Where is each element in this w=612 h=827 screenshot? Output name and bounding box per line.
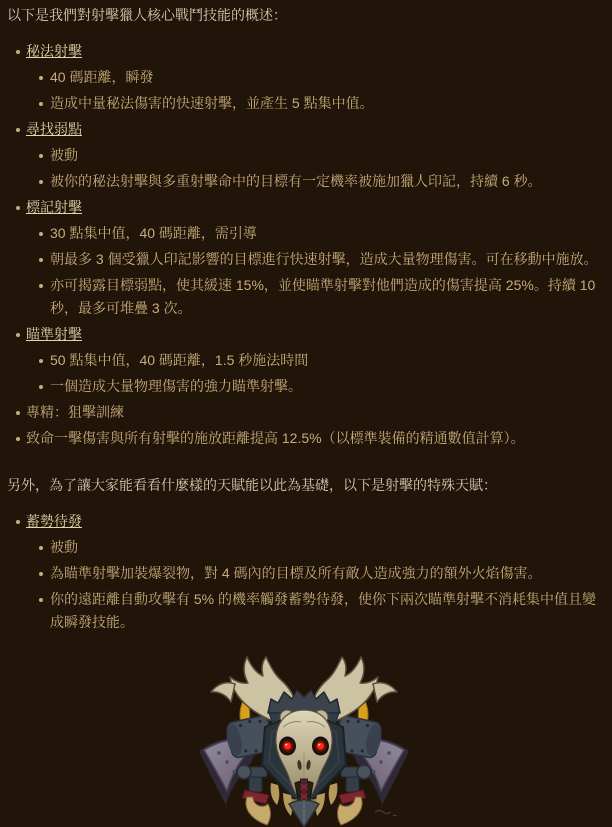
ability-details (26, 144, 600, 193)
list-item-mastery-detail: 致命一擊傷害與所有射擊的施放距離提高 12.5%（以標準裝備的精通數值計算）。 (7, 427, 600, 450)
list-item-seek-weakness (7, 118, 600, 193)
ability-detail: 被動 (26, 144, 600, 167)
ability-link-seek-weakness[interactable]: 尋找弱點 (26, 121, 82, 137)
ability-detail: 30 點集中值，40 碼距離，需引導 (26, 222, 600, 245)
talent-link-lock-and-load[interactable]: 蓄勢待發 (26, 513, 82, 529)
ability-details (26, 349, 600, 398)
list-item-aimed-shot (7, 323, 600, 398)
abilities-list (7, 40, 600, 450)
ability-link-arcane-shot[interactable]: 秘法射擊 (26, 43, 82, 59)
ability-detail: 40 碼距離，瞬發 (26, 66, 600, 89)
ability-detail: 50 點集中值，40 碼距離，1.5 秒施法時間 (26, 349, 600, 372)
hunter-class-crest-icon (183, 653, 425, 827)
ability-detail: 一個造成大量物理傷害的強力瞄準射擊。 (26, 375, 600, 398)
ability-detail: 朝最多 3 個受獵人印記影響的目標進行快速射擊，造成大量物理傷害。可在移動中施放。 (26, 248, 600, 271)
list-item-marked-shot (7, 196, 600, 320)
talent-details (26, 536, 600, 634)
talent-detail: 為瞄準射擊加裝爆裂物，對 4 碼內的目標及所有敵人造成強力的額外火焰傷害。 (26, 562, 600, 585)
ability-detail: 造成中量秘法傷害的快速射擊，並產生 5 點集中值。 (26, 92, 600, 115)
list-item-arcane-shot (7, 40, 600, 115)
ability-link-marked-shot[interactable]: 標記射擊 (26, 199, 82, 215)
ability-link-aimed-shot[interactable]: 瞄準射擊 (26, 326, 82, 342)
talents-intro-paragraph: 另外，為了讓大家能看看什麼樣的天賦能以此為基礎，以下是射擊的特殊天賦： (7, 477, 497, 493)
intro-paragraph: 以下是我們對射擊獵人核心戰鬥技能的概述： (7, 7, 287, 23)
talent-detail: 你的遠距離自動攻擊有 5% 的機率觸發蓄勢待發，使你下兩次瞄準射擊不消耗集中值且變成瞬發技能。 (26, 588, 600, 634)
ability-details (26, 222, 600, 320)
talents-list (7, 510, 600, 634)
ability-details (26, 66, 600, 115)
artist-signature (375, 811, 397, 817)
list-item-mastery: 專精：狙擊訓練 (7, 401, 600, 424)
ability-detail: 被你的秘法射擊與多重射擊命中的目標有一定機率被施加獵人印記，持續 6 秒。 (26, 170, 600, 193)
talent-detail: 被動 (26, 536, 600, 559)
list-item-lock-and-load (7, 510, 600, 634)
ability-detail: 亦可揭露目標弱點，使其緩速 15%，並使瞄準射擊對他們造成的傷害提高 25%。持續 10 秒，最多可堆疊 3 次。 (26, 274, 600, 320)
